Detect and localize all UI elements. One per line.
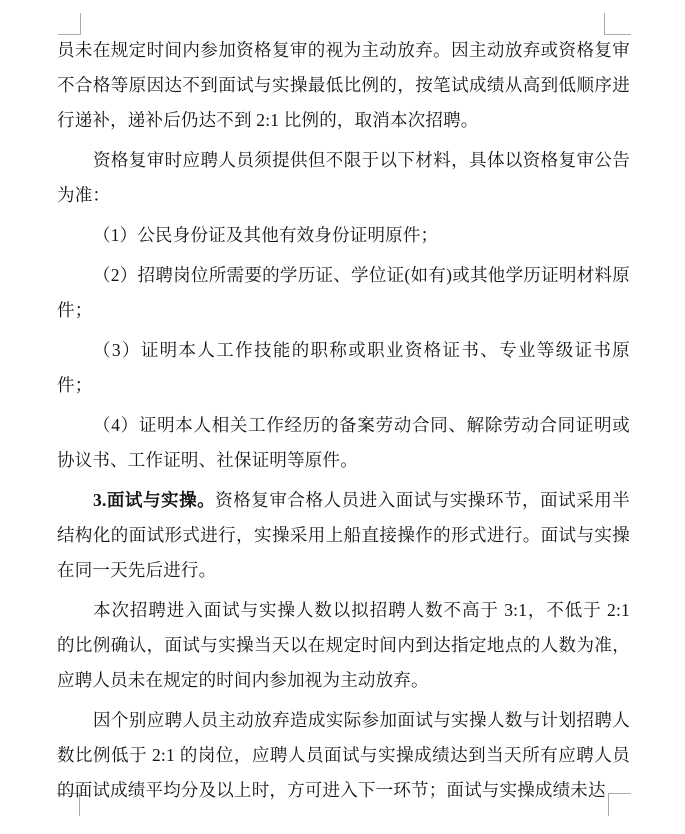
crop-mark-top-left xyxy=(58,13,81,35)
document-body xyxy=(57,33,630,813)
paragraph-interview-practical xyxy=(57,483,630,588)
list-item-material-1: （1）公民身份证及其他有效身份证明原件； xyxy=(93,225,439,245)
paragraph-materials-intro: 资格复审时应聘人员须提供但不限于以下材料，具体以资格复审公告为准： xyxy=(57,150,630,205)
crop-mark-top-right xyxy=(604,13,631,35)
section-heading-interview-practical: 3.面试与实操。 xyxy=(93,490,216,510)
paragraph-ratio-confirmation: 本次招聘进入面试与实操人数以拟招聘人数不高于 3:1，不低于 2:1 的比例确认，面试与实操当天以在规定时间内到达指定地点的人数为准，应聘人员未在规定的时间内参加视为主动放弃。 xyxy=(57,600,630,690)
list-item-material-3: （3）证明本人工作技能的职称或职业资格证书、专业等级证书原件； xyxy=(57,340,630,395)
paragraph-resupply-rule: 员未在规定时间内参加资格复审的视为主动放弃。因主动放弃或资格复审不合格等原因达不到面试与实操最低比例的，按笔试成绩从高到低顺序进行递补，递补后仍达不到 2:1 比例的，取消本次招聘。 xyxy=(57,40,630,130)
list-item-material-2: （2）招聘岗位所需要的学历证、学位证(如有)或其他学历证明材料原件； xyxy=(57,265,630,320)
paragraph-average-score-rule: 因个别应聘人员主动放弃造成实际参加面试与实操人数与计划招聘人数比例低于 2:1 的岗位，应聘人员面试与实操成绩达到当天所有应聘人员的面试成绩平均分及以上时，方可进入下一环节；面试与实操成绩未达 xyxy=(57,710,630,800)
paragraph-text: 资格复审合格人员进入面试与实操环节，面试采用半结构化的面试形式进行，实操采用上船直接操作的形式进行。面试与实操在同一天先后进行。 xyxy=(57,490,630,580)
list-item-material-4: （4）证明本人相关工作经历的备案劳动合同、解除劳动合同证明或协议书、工作证明、社保证明等原件。 xyxy=(57,415,630,470)
